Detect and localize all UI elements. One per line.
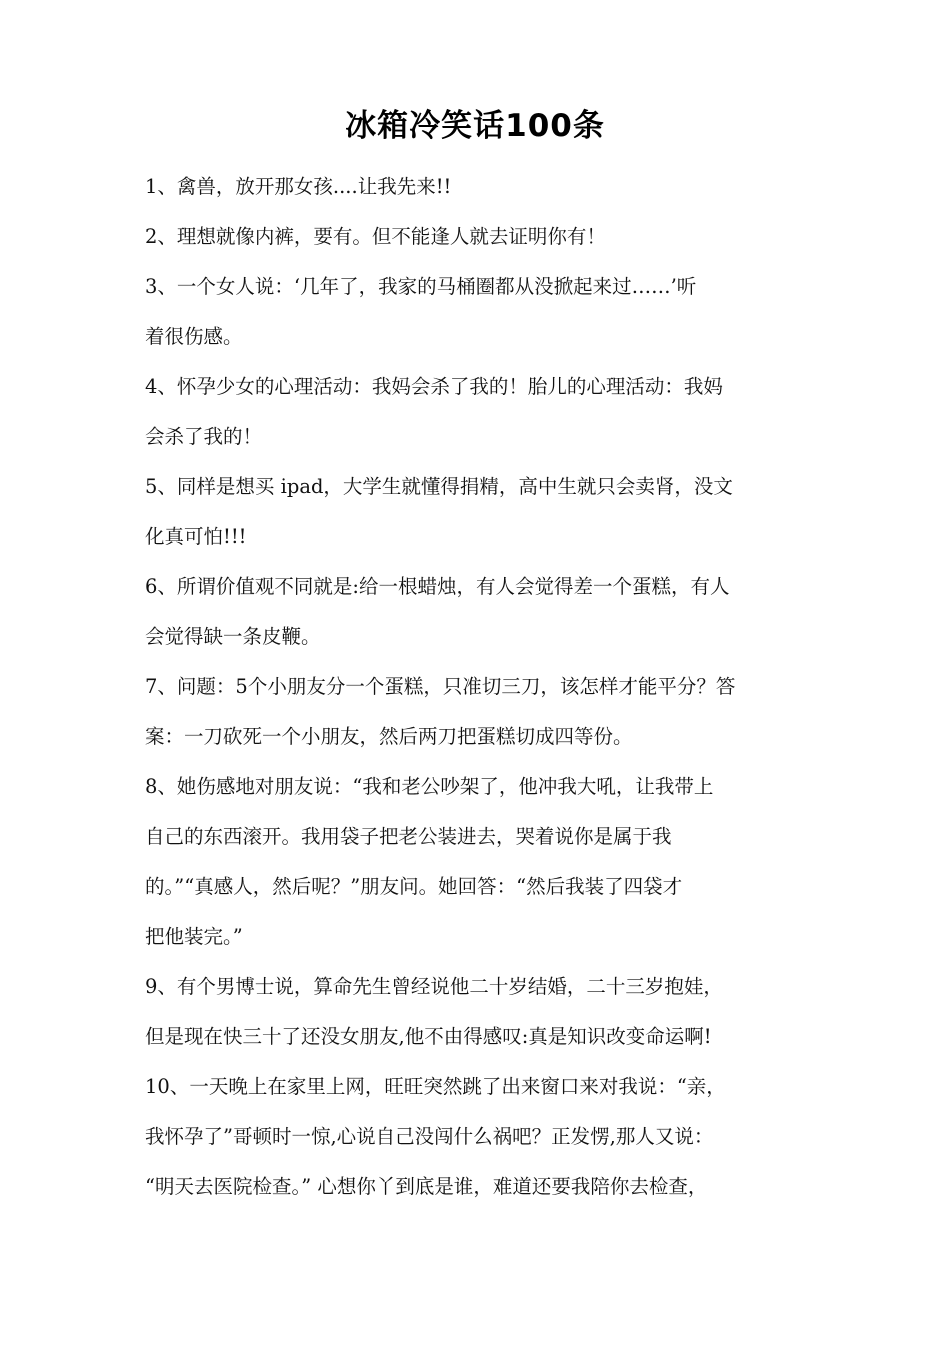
text-line: 化真可怕!!! bbox=[145, 525, 247, 548]
text-line: 8、她伤感地对朋友说：“我和老公吵架了，他冲我大吼，让我带上 bbox=[145, 775, 714, 798]
text-line: 会觉得缺一条皮鞭。 bbox=[145, 625, 321, 648]
text-line: 把他装完。” bbox=[145, 925, 243, 948]
text-line: 9、有个男博士说，算命先生曾经说他二十岁结婚，二十三岁抱娃， bbox=[145, 975, 723, 998]
text-line: 的。”“真感人，然后呢？”朋友问。她回答：“然后我装了四袋才 bbox=[145, 875, 683, 898]
text-line: 6、所谓价值观不同就是:给一根蜡烛，有人会觉得差一个蛋糕，有人 bbox=[145, 575, 730, 598]
text-line: 自己的东西滚开。我用袋子把老公装进去，哭着说你是属于我 bbox=[145, 825, 672, 848]
text-line: 着很伤感。 bbox=[145, 325, 243, 348]
text-line: 2、理想就像内裤，要有。但不能逢人就去证明你有！ bbox=[145, 225, 606, 248]
text-line: 但是现在快三十了还没女朋友,他不由得感叹:真是知识改变命运啊! bbox=[145, 1025, 712, 1048]
text-line: 7、问题：5个小朋友分一个蛋糕，只准切三刀，该怎样才能平分？答 bbox=[145, 675, 736, 698]
text-line: 会杀了我的！ bbox=[145, 425, 263, 448]
text-line: 3、一个女人说：‘几年了，我家的马桶圈都从没掀起来过……’听 bbox=[145, 275, 697, 298]
text-line: 案：一刀砍死一个小朋友，然后两刀把蛋糕切成四等份。 bbox=[145, 725, 633, 748]
document-title: 冰箱冷笑话100条 bbox=[345, 108, 605, 144]
text-line: “明天去医院检查。” 心想你丫到底是谁，难道还要我陪你去检查， bbox=[145, 1175, 708, 1198]
text-line: 我怀孕了”哥顿时一惊,心说自己没闯什么祸吧？正发愣,那人又说： bbox=[145, 1125, 714, 1148]
text-line: 5、同样是想买 ipad，大学生就懂得捐精，高中生就只会卖肾，没文 bbox=[145, 475, 733, 498]
text-line: 10、一天晚上在家里上网，旺旺突然跳了出来窗口来对我说：“亲， bbox=[145, 1075, 726, 1098]
text-line: 4、怀孕少女的心理活动：我妈会杀了我的！胎儿的心理活动：我妈 bbox=[145, 375, 723, 398]
text-line: 1、禽兽，放开那女孩....让我先来!! bbox=[145, 175, 452, 198]
document-body bbox=[145, 162, 810, 1212]
